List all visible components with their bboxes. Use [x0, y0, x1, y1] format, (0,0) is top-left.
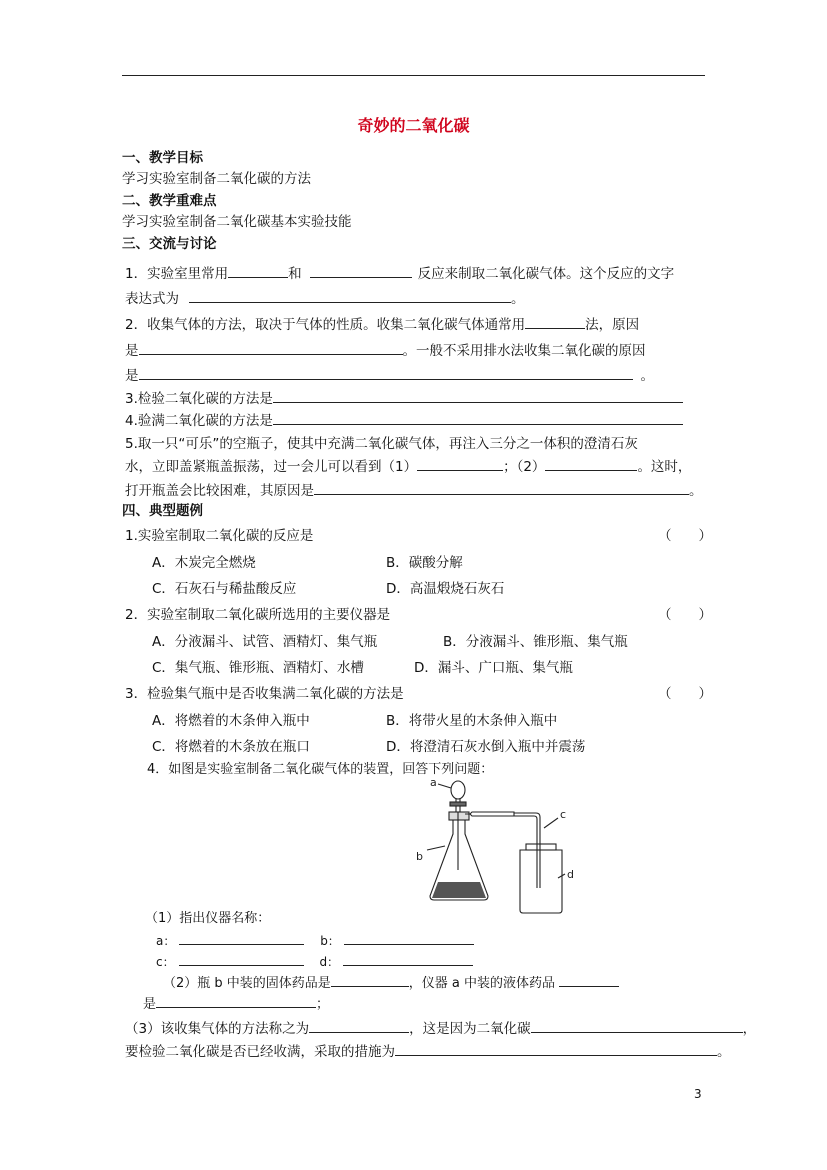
section-2-heading: 二、教学重难点: [122, 193, 217, 209]
section-4-heading: 四、典型题例: [122, 503, 203, 519]
mc-3-option-d: D．将澄清石灰水倒入瓶中并震荡: [386, 739, 586, 755]
label: c：: [156, 955, 175, 969]
mc-2-option-d: D．漏斗、广口瓶、集气瓶: [414, 660, 573, 676]
mc-2-option-a: A．分液漏斗、试管、酒精灯、集气瓶: [152, 634, 378, 650]
answer-blank[interactable]: [559, 972, 619, 987]
text: 1．实验室里常用: [125, 266, 229, 282]
text: 是: [125, 343, 139, 359]
rubber-tube: [465, 812, 514, 816]
text: 2．收集气体的方法，取决于气体的性质。收集二氧化碳气体通常用: [125, 317, 526, 333]
mc-3-stem: 3．检验集气瓶中是否收集满二氧化碳的方法是: [125, 686, 404, 702]
mc-3-option-c: C．将燃着的木条放在瓶口: [152, 739, 310, 755]
solid-reagent: [432, 882, 486, 898]
q4-part2-line1: [163, 972, 619, 991]
answer-blank[interactable]: [417, 456, 503, 471]
rubber-stopper: [449, 812, 469, 820]
answer-blank[interactable]: [331, 972, 409, 987]
answer-blank[interactable]: [189, 288, 511, 303]
mc-2-answer-paren[interactable]: （ ）: [658, 607, 712, 623]
label-d: d: [567, 868, 574, 881]
mc-2-option-b: B．分液漏斗、锥形瓶、集气瓶: [443, 634, 628, 650]
label-leader-b: [427, 846, 445, 850]
text: 要检验二氧化碳是否已经收满，采取的措施为: [125, 1044, 395, 1060]
text: 和: [288, 266, 302, 282]
answer-blank[interactable]: [531, 1018, 743, 1033]
text: 是: [125, 368, 139, 384]
text: 。: [511, 291, 525, 307]
question-3-1-line1: [125, 262, 674, 282]
text: （3）该收集气体的方法称之为: [125, 1021, 310, 1037]
delivery-tube: [514, 816, 537, 888]
q4-part3-line2: [125, 1040, 731, 1060]
mc-1-answer-paren[interactable]: （ ）: [658, 528, 712, 544]
text: ，这是因为二氧化碳: [409, 1021, 531, 1037]
text: 法，原因: [585, 317, 640, 333]
q4-part3-line1: [125, 1017, 756, 1037]
co2-apparatus-diagram: [410, 778, 585, 918]
question-3-5-line1: 5.取一只“可乐”的空瓶子，使其中充满二氧化碳气体，再注入三分之一体积的澄清石灰: [125, 436, 638, 452]
answer-blank[interactable]: [179, 930, 304, 945]
text: 水，立即盖紧瓶盖振荡，过一会儿可以看到（1）: [125, 459, 418, 475]
answer-blank[interactable]: [273, 410, 683, 425]
gas-collecting-jar: [520, 850, 562, 913]
mc-2-option-c: C．集气瓶、锥形瓶、酒精灯、水槽: [152, 660, 364, 676]
answer-blank[interactable]: [179, 951, 304, 966]
text: 反应来制取二氧化碳气体。这个反应的文字: [417, 266, 675, 282]
text: 打开瓶盖会比较困难，其原因是: [125, 483, 314, 499]
answer-blank[interactable]: [139, 340, 403, 355]
text: 是: [143, 997, 157, 1012]
question-3-5-line2: [125, 455, 691, 475]
label-c: c: [560, 808, 567, 821]
section-1-text: 学习实验室制备二氧化碳的方法: [122, 171, 311, 187]
stopcock: [450, 802, 466, 806]
question-3-2-line2: [125, 339, 646, 359]
mc-2-stem: 2．实验室制取二氧化碳所选用的主要仪器是: [125, 607, 391, 623]
q4-blank-row2: [156, 951, 473, 970]
mc-1-option-c: C．石灰石与稀盐酸反应: [152, 581, 297, 597]
text: 3.检验二氧化碳的方法是: [125, 391, 273, 407]
answer-blank[interactable]: [525, 314, 585, 329]
question-3-5-line3: [125, 479, 703, 499]
answer-blank[interactable]: [139, 365, 633, 380]
text: ，: [742, 1021, 757, 1037]
page-number: 3: [694, 1087, 702, 1101]
section-2-text: 学习实验室制备二氧化碳基本实验技能: [122, 214, 352, 230]
answer-blank[interactable]: [228, 263, 288, 278]
answer-blank[interactable]: [545, 456, 637, 471]
jar-lid: [526, 844, 556, 850]
label-leader-c: [544, 818, 558, 828]
mc-3-option-a: A．将燃着的木条伸入瓶中: [152, 713, 310, 729]
mc-1-option-b: B．碳酸分解: [386, 555, 463, 571]
answer-blank[interactable]: [395, 1041, 717, 1056]
label: b：: [320, 934, 340, 948]
label-leader-a: [438, 784, 451, 788]
label: a：: [156, 934, 176, 948]
question-3-2-line3: [125, 364, 654, 384]
mc-3-option-b: B．将带火星的木条伸入瓶中: [386, 713, 558, 729]
label-b: b: [416, 850, 423, 863]
text: 。: [689, 483, 703, 499]
question-3-1-line2: [125, 287, 525, 307]
text: （2）瓶 b 中装的固体药品是: [163, 976, 331, 991]
mc-1-stem: 1.实验室制取二氧化碳的反应是: [125, 528, 314, 544]
answer-blank[interactable]: [156, 993, 316, 1008]
text: 。: [717, 1044, 731, 1060]
text: 4.验满二氧化碳的方法是: [125, 413, 273, 429]
text: ；: [316, 997, 330, 1012]
text: 。: [640, 368, 654, 384]
text: 表达式为: [125, 291, 179, 307]
question-4-stem: 4．如图是实验室制备二氧化碳气体的装置，回答下列问题：: [147, 762, 494, 777]
section-3-heading: 三、交流与讨论: [122, 236, 217, 252]
question-3-2-line1: [125, 313, 639, 333]
q4-part1-prompt: （1）指出仪器名称：: [145, 911, 271, 926]
text: 。这时，: [637, 459, 692, 475]
text: 。一般不采用排水法收集二氧化碳的原因: [402, 343, 646, 359]
answer-blank[interactable]: [343, 951, 473, 966]
section-1-heading: 一、教学目标: [122, 150, 203, 166]
document-title: 奇妙的二氧化碳: [357, 116, 470, 135]
q4-part2-line2: [143, 993, 329, 1012]
label-a: a: [430, 778, 437, 789]
question-3-4: [125, 409, 683, 429]
answer-blank[interactable]: [310, 263, 412, 278]
header-rule: [122, 75, 705, 76]
q4-blank-row1: [156, 930, 474, 949]
question-3-3: [125, 387, 683, 407]
answer-blank[interactable]: [309, 1018, 409, 1033]
mc-1-option-d: D．高温煅烧石灰石: [386, 581, 505, 597]
separatory-funnel-bulb: [451, 781, 465, 799]
answer-blank[interactable]: [273, 388, 683, 403]
answer-blank[interactable]: [314, 480, 689, 495]
mc-3-answer-paren[interactable]: （ ）: [658, 686, 712, 702]
mc-1-option-a: A．木炭完全燃烧: [152, 555, 256, 571]
label: d：: [319, 955, 340, 969]
text: ；（2）: [503, 459, 546, 475]
text: ，仪器 a 中装的液体药品: [408, 976, 556, 991]
answer-blank[interactable]: [344, 930, 474, 945]
